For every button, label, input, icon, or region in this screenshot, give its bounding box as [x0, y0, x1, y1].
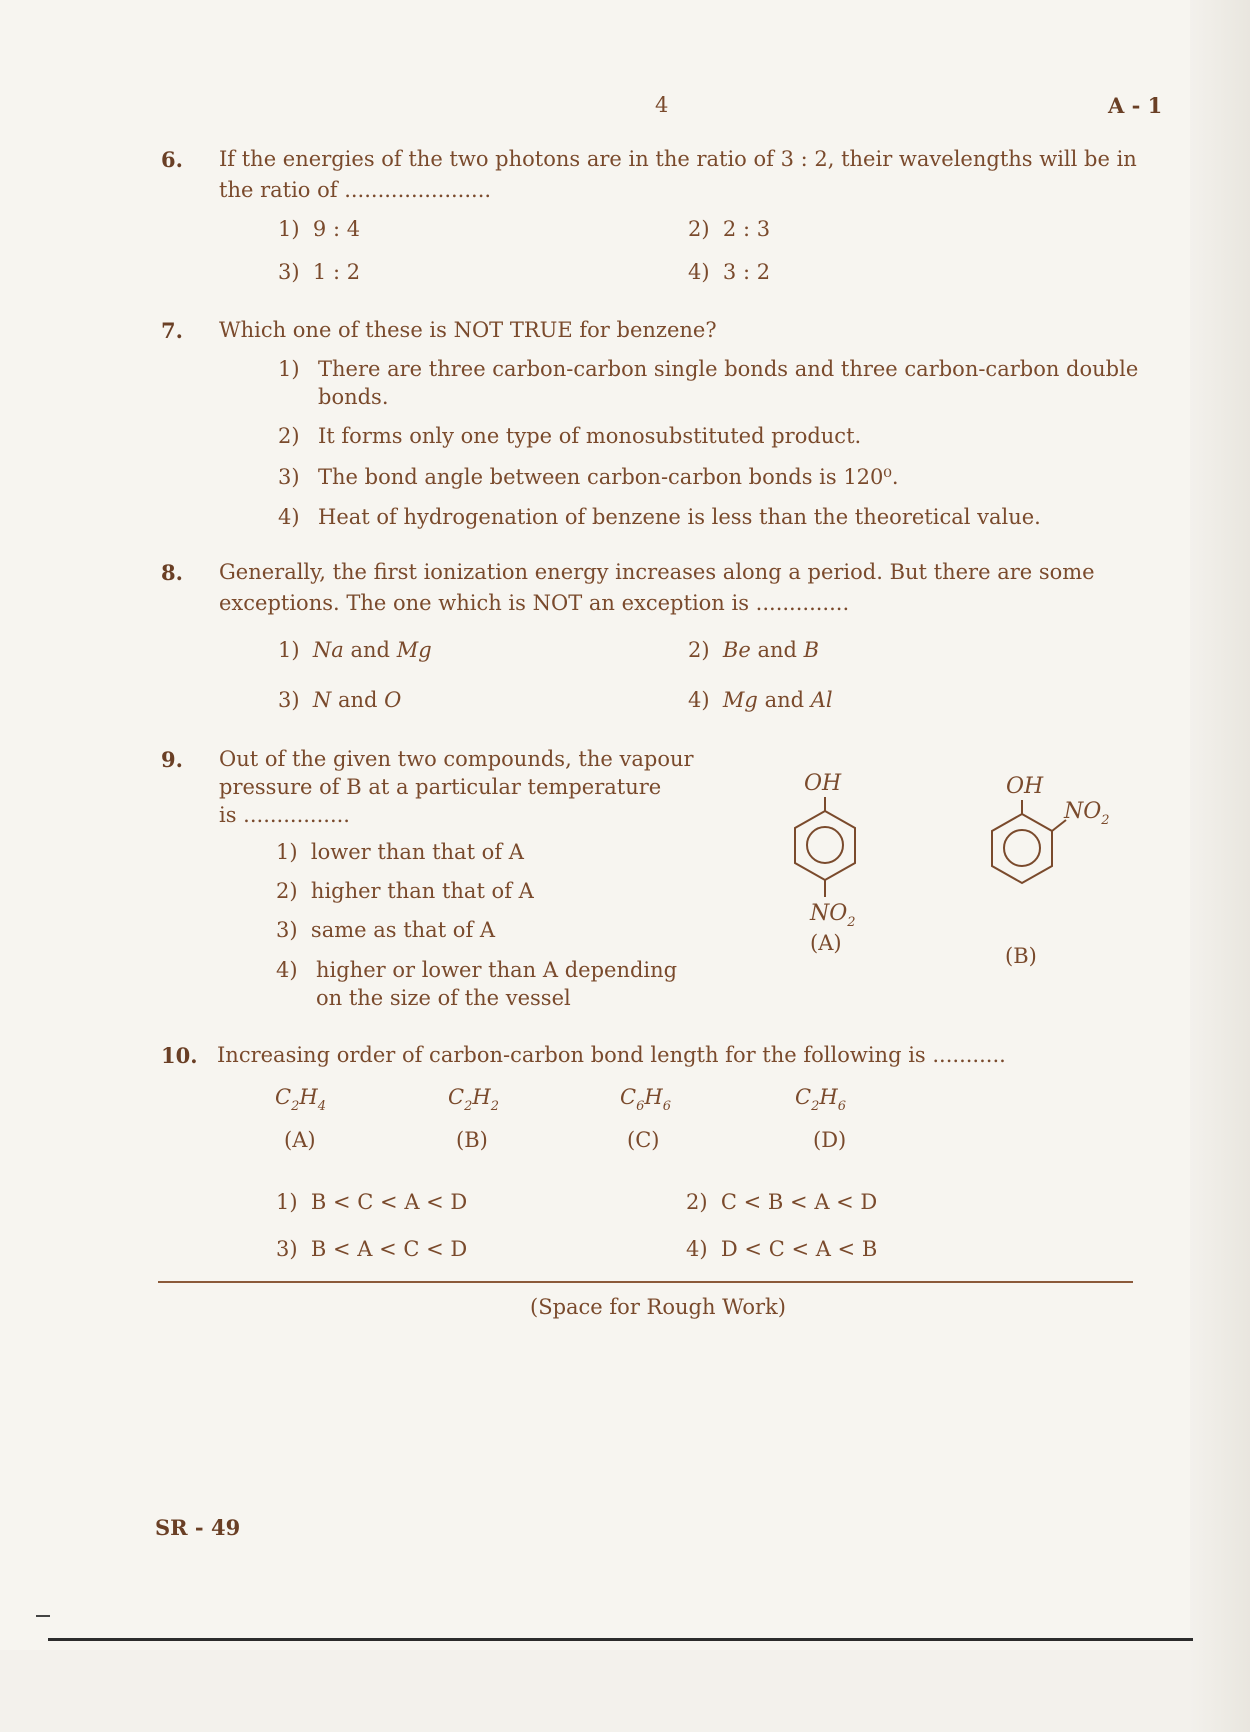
rough-work-label: (Space for Rough Work): [530, 1295, 786, 1319]
no2-label: $NO_2$: [1064, 799, 1110, 828]
question-text: the ratio of ......................: [219, 178, 492, 202]
compound-label: (D): [813, 1128, 847, 1152]
question-text: exceptions. The one which is NOT an exception is ..............: [219, 591, 850, 615]
option-4-text: higher or lower than A depending: [316, 958, 678, 982]
compound-formula: $C_6H_6$: [620, 1085, 671, 1114]
question-number: 8.: [161, 560, 183, 585]
compound-a-structure: [760, 765, 900, 975]
option-1: 1) B < C < A < D: [276, 1190, 468, 1214]
compound-b-label: (B): [1005, 944, 1037, 968]
option-1: 1) lower than that of A: [276, 840, 524, 864]
question-text: Out of the given two compounds, the vapour: [219, 747, 694, 771]
footer-code: SR - 49: [155, 1515, 241, 1540]
compound-formula: $C_2H_4$: [275, 1085, 326, 1114]
compound-formula: $C_2H_6$: [795, 1085, 846, 1114]
option-3: 3) N and O: [278, 688, 402, 712]
option-3-text: The bond angle between carbon-carbon bonds is 120⁰.: [318, 465, 899, 489]
page-edge-shadow: [1190, 0, 1250, 1732]
compound-formula: $C_2H_2$: [448, 1085, 499, 1114]
question-text: is ................: [219, 803, 350, 827]
option-3: 3) same as that of A: [276, 918, 496, 942]
option-1: 1) Na and Mg: [278, 638, 432, 662]
option-3: 3) B < A < C < D: [276, 1237, 468, 1261]
margin-mark: [36, 1615, 50, 1617]
compound-label: (B): [456, 1128, 488, 1152]
option-2-text: It forms only one type of monosubstituted product.: [318, 424, 862, 448]
compound-b-structure: [960, 768, 1130, 978]
question-text: Which one of these is NOT TRUE for benzene?: [219, 318, 717, 342]
compound-label: (A): [284, 1128, 316, 1152]
option-2: 2) C < B < A < D: [686, 1190, 878, 1214]
option-2: 2) 2 : 3: [688, 217, 771, 241]
option-4-text-cont: on the size of the vessel: [316, 986, 571, 1010]
option-4: 4) D < C < A < B: [686, 1237, 878, 1261]
oh-label: OH: [804, 771, 842, 796]
bottom-edge-line: [48, 1638, 1193, 1641]
question-text: Increasing order of carbon-carbon bond length for the following is ...........: [217, 1043, 1006, 1067]
option-1: 1): [278, 357, 300, 381]
benzene-ring: [992, 814, 1052, 883]
question-number: 7.: [161, 318, 183, 343]
compound-label: (C): [627, 1128, 660, 1152]
option-3: 3): [278, 465, 300, 489]
compound-a-label: (A): [810, 931, 842, 955]
option-1-text-cont: bonds.: [318, 385, 389, 409]
question-text: Generally, the first ionization energy increases along a period. But there are some: [219, 560, 1095, 584]
oh-label: OH: [1006, 774, 1044, 799]
option-2: 2) Be and B: [688, 638, 820, 662]
aromatic-circle: [1004, 830, 1040, 866]
benzene-ring: [795, 811, 855, 880]
rough-work-divider: [158, 1281, 1133, 1283]
option-4: 4): [278, 505, 300, 529]
option-2: 2): [278, 424, 300, 448]
option-4-text: Heat of hydrogenation of benzene is less than the theoretical value.: [318, 505, 1041, 529]
option-1-text: There are three carbon-carbon single bonds and three carbon-carbon double: [318, 357, 1139, 381]
option-3: 3) 1 : 2: [278, 260, 361, 284]
no2-label: $NO_2$: [810, 901, 856, 930]
option-4: 4) 3 : 2: [688, 260, 771, 284]
question-number: 9.: [161, 747, 183, 772]
page-number: 4: [655, 93, 669, 117]
option-2: 2) higher than that of A: [276, 879, 534, 903]
question-text: pressure of B at a particular temperature: [219, 775, 662, 799]
option-4: 4) Mg and Al: [688, 688, 833, 712]
question-number: 10.: [161, 1043, 198, 1068]
option-1: 1) 9 : 4: [278, 217, 361, 241]
question-text: If the energies of the two photons are in the ratio of 3 : 2, their wavelengths will be in: [219, 147, 1137, 171]
question-number: 6.: [161, 147, 183, 172]
option-4: 4): [276, 958, 298, 982]
paper-code: A - 1: [1108, 93, 1163, 118]
aromatic-circle: [807, 827, 843, 863]
